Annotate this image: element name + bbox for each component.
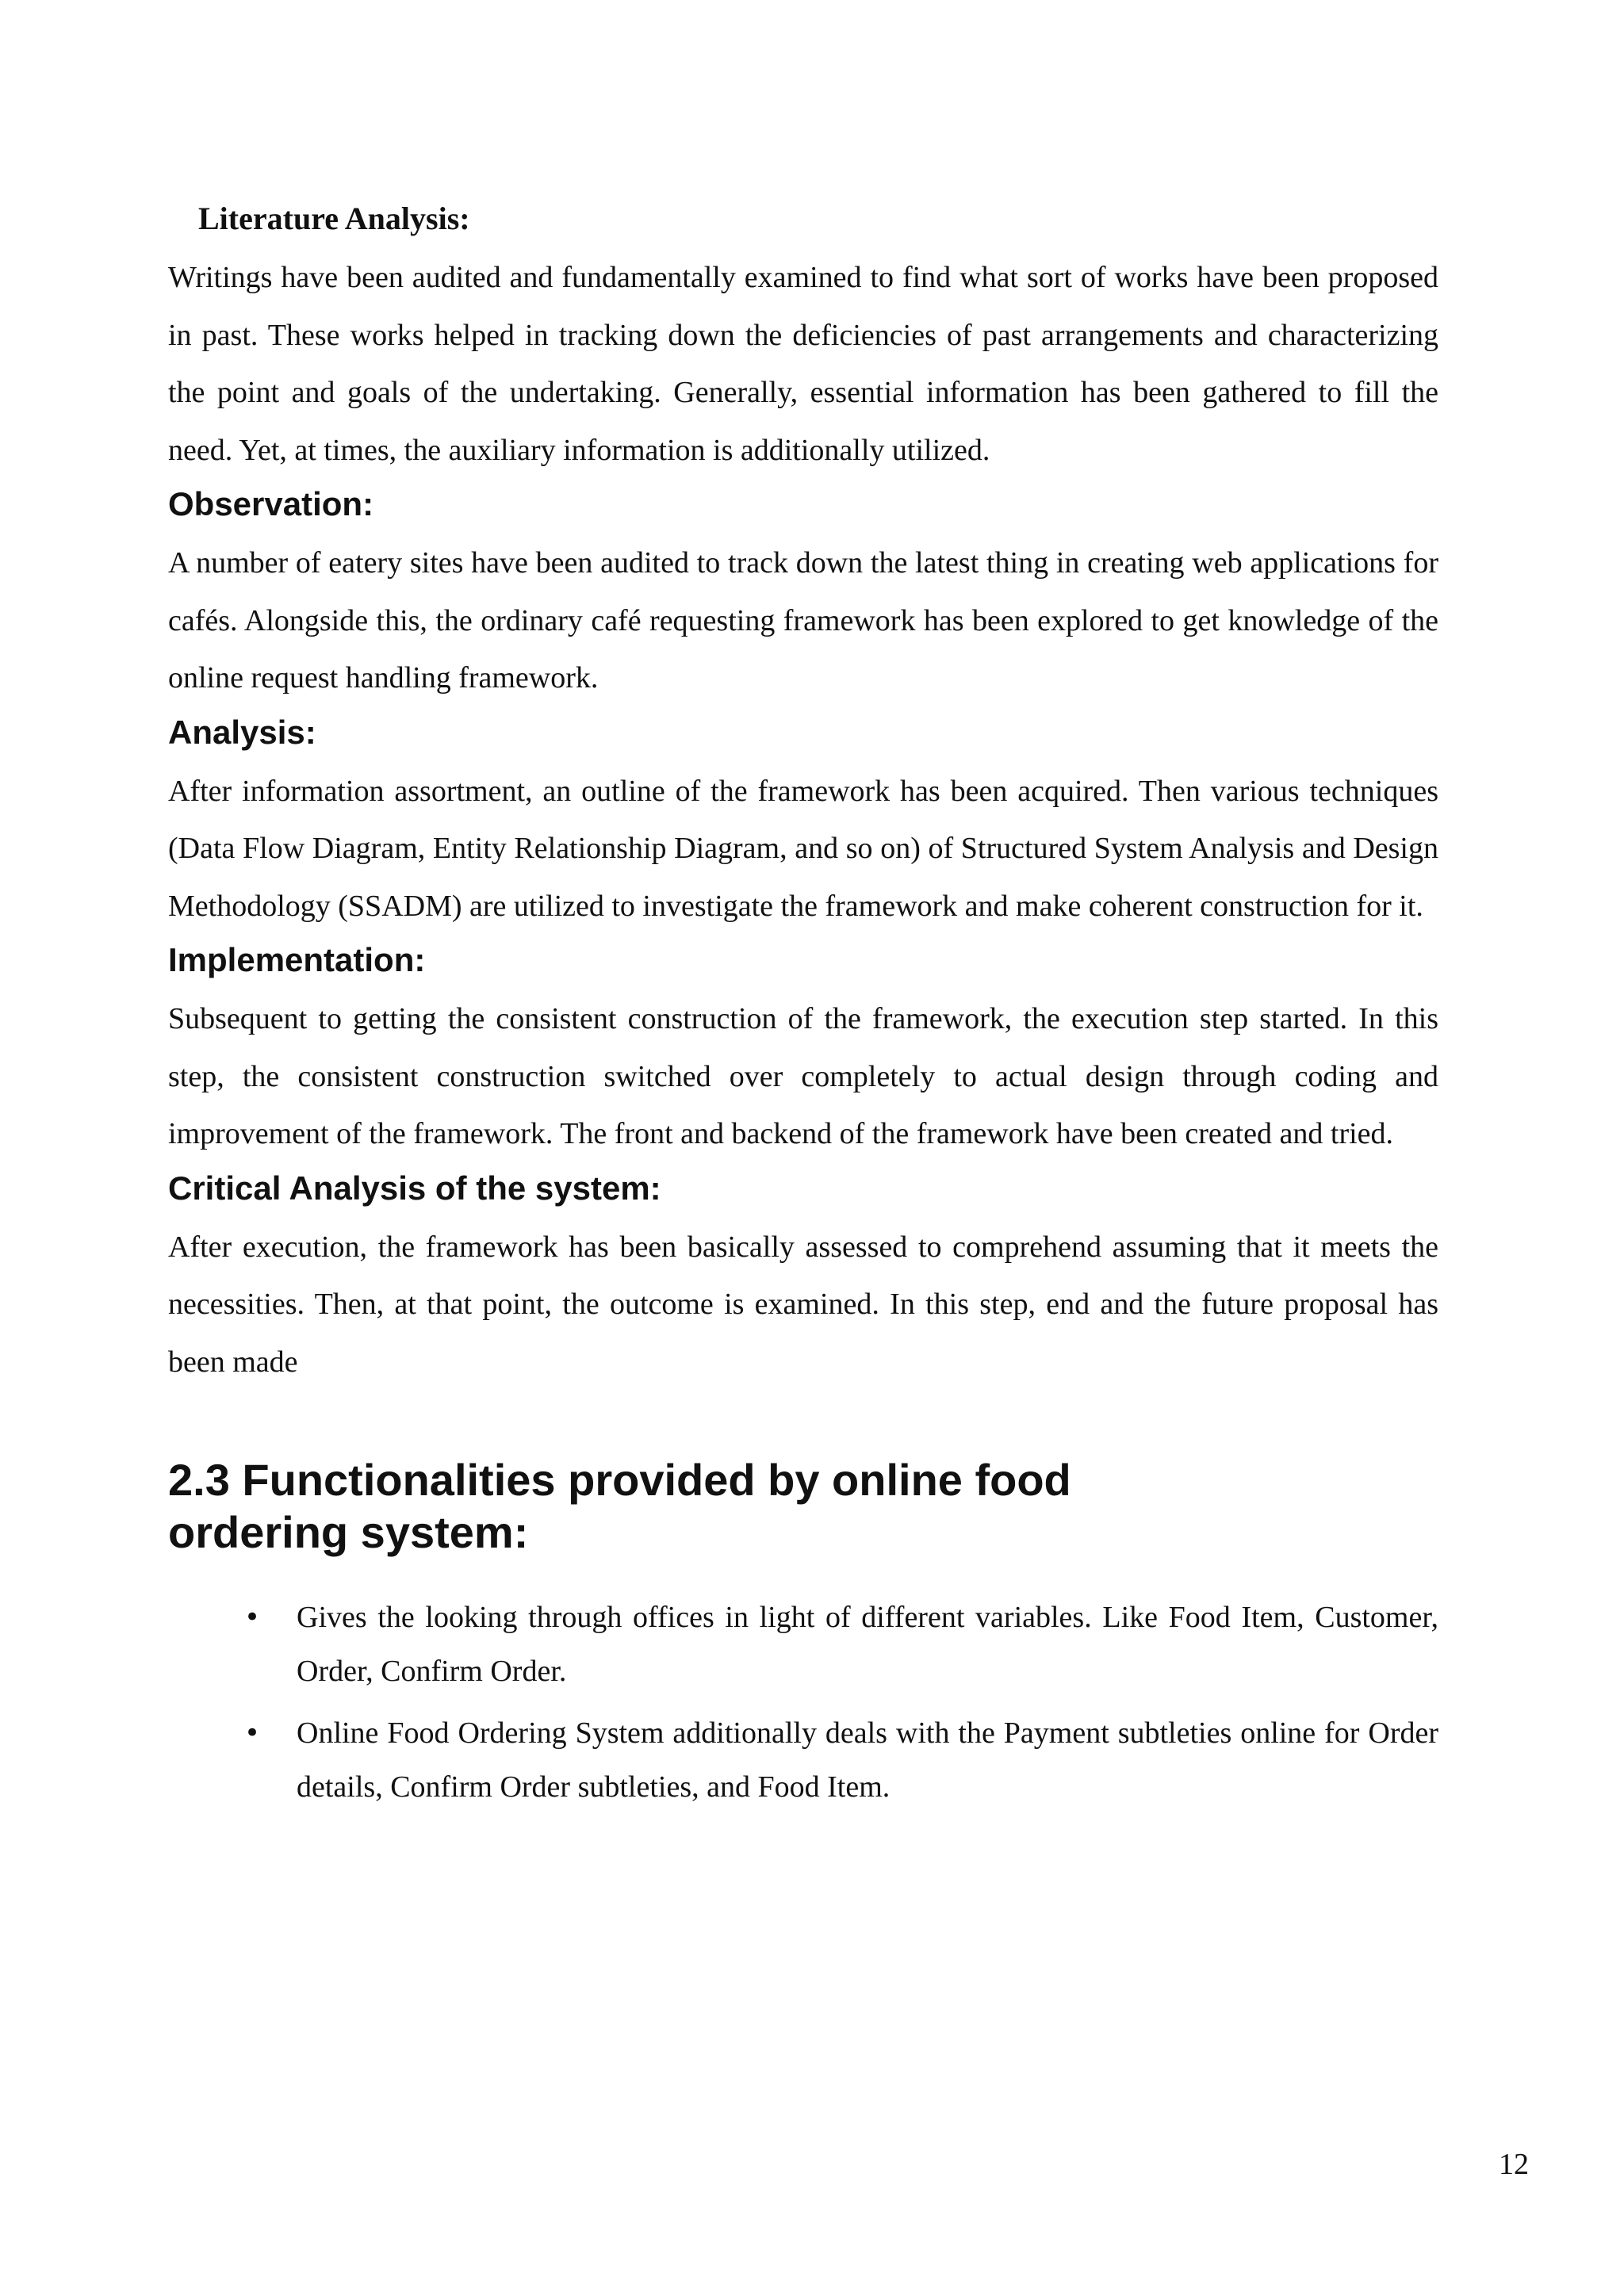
bullet-icon: • bbox=[244, 1601, 261, 1633]
section-heading: Analysis: bbox=[168, 713, 316, 751]
page-content bbox=[168, 197, 1438, 1822]
list-item bbox=[168, 1706, 1438, 1814]
bullet-icon: • bbox=[244, 1717, 261, 1749]
section-paragraph: A number of eatery sites have been audited to track down the latest thing in creating web applications for cafés. Alongside this, the ordinary café requesting framework has been explored to get knowledge of the online request handling framework. bbox=[168, 546, 1438, 695]
functionalities-heading: 2.3 Functionalities provided by online food ordering system: bbox=[168, 1455, 1071, 1557]
functionalities-list bbox=[168, 1590, 1438, 1814]
page-number: 12 bbox=[1499, 2148, 1529, 2181]
section-paragraph: Writings have been audited and fundamentally examined to find what sort of works have been proposed in past. These works helped in tracking down the deficiencies of past arrangements and characterizing the point and goals of the undertaking. Generally, essential information has been gathered to fill the need. Yet, at times, the auxiliary information is additionally utilized. bbox=[168, 261, 1438, 467]
section-heading: Observation: bbox=[168, 485, 374, 522]
section-implementation bbox=[168, 938, 1438, 1163]
list-item-text: Gives the looking through offices in light of different variables. Like Food Item, Customer, Order, Confirm Order. bbox=[297, 1601, 1438, 1688]
section-heading: Critical Analysis of the system: bbox=[168, 1169, 661, 1207]
section-heading: Implementation: bbox=[168, 941, 426, 978]
section-heading: Literature Analysis: bbox=[198, 201, 470, 236]
section-observation bbox=[168, 482, 1438, 707]
list-item-text: Online Food Ordering System additionally deals with the Payment subtleties online for Order details, Confirm Order subtleties, and Food Item. bbox=[297, 1716, 1438, 1804]
section-paragraph: After information assortment, an outline of the framework has been acquired. Then various techniques (Data Flow Diagram, Entity Relationship Diagram, and so on) of Structured System Analysis and Design Methodology (SSADM) are utilized to investigate the framework and make coherent construction for it. bbox=[168, 774, 1438, 923]
section-paragraph: Subsequent to getting the consistent construction of the framework, the execution step started. In this step, the consistent construction switched over completely to actual design through coding and improvement of the framework. The front and backend of the framework have been created and tried. bbox=[168, 1002, 1438, 1150]
section-analysis bbox=[168, 710, 1438, 936]
section-paragraph: After execution, the framework has been basically assessed to comprehend assuming that it meets the necessities. Then, at that point, the outcome is examined. In this step, end and the future proposal has been made bbox=[168, 1230, 1438, 1379]
list-item bbox=[168, 1590, 1438, 1698]
section-literature-analysis bbox=[168, 197, 1438, 479]
section-critical-analysis bbox=[168, 1166, 1438, 1391]
